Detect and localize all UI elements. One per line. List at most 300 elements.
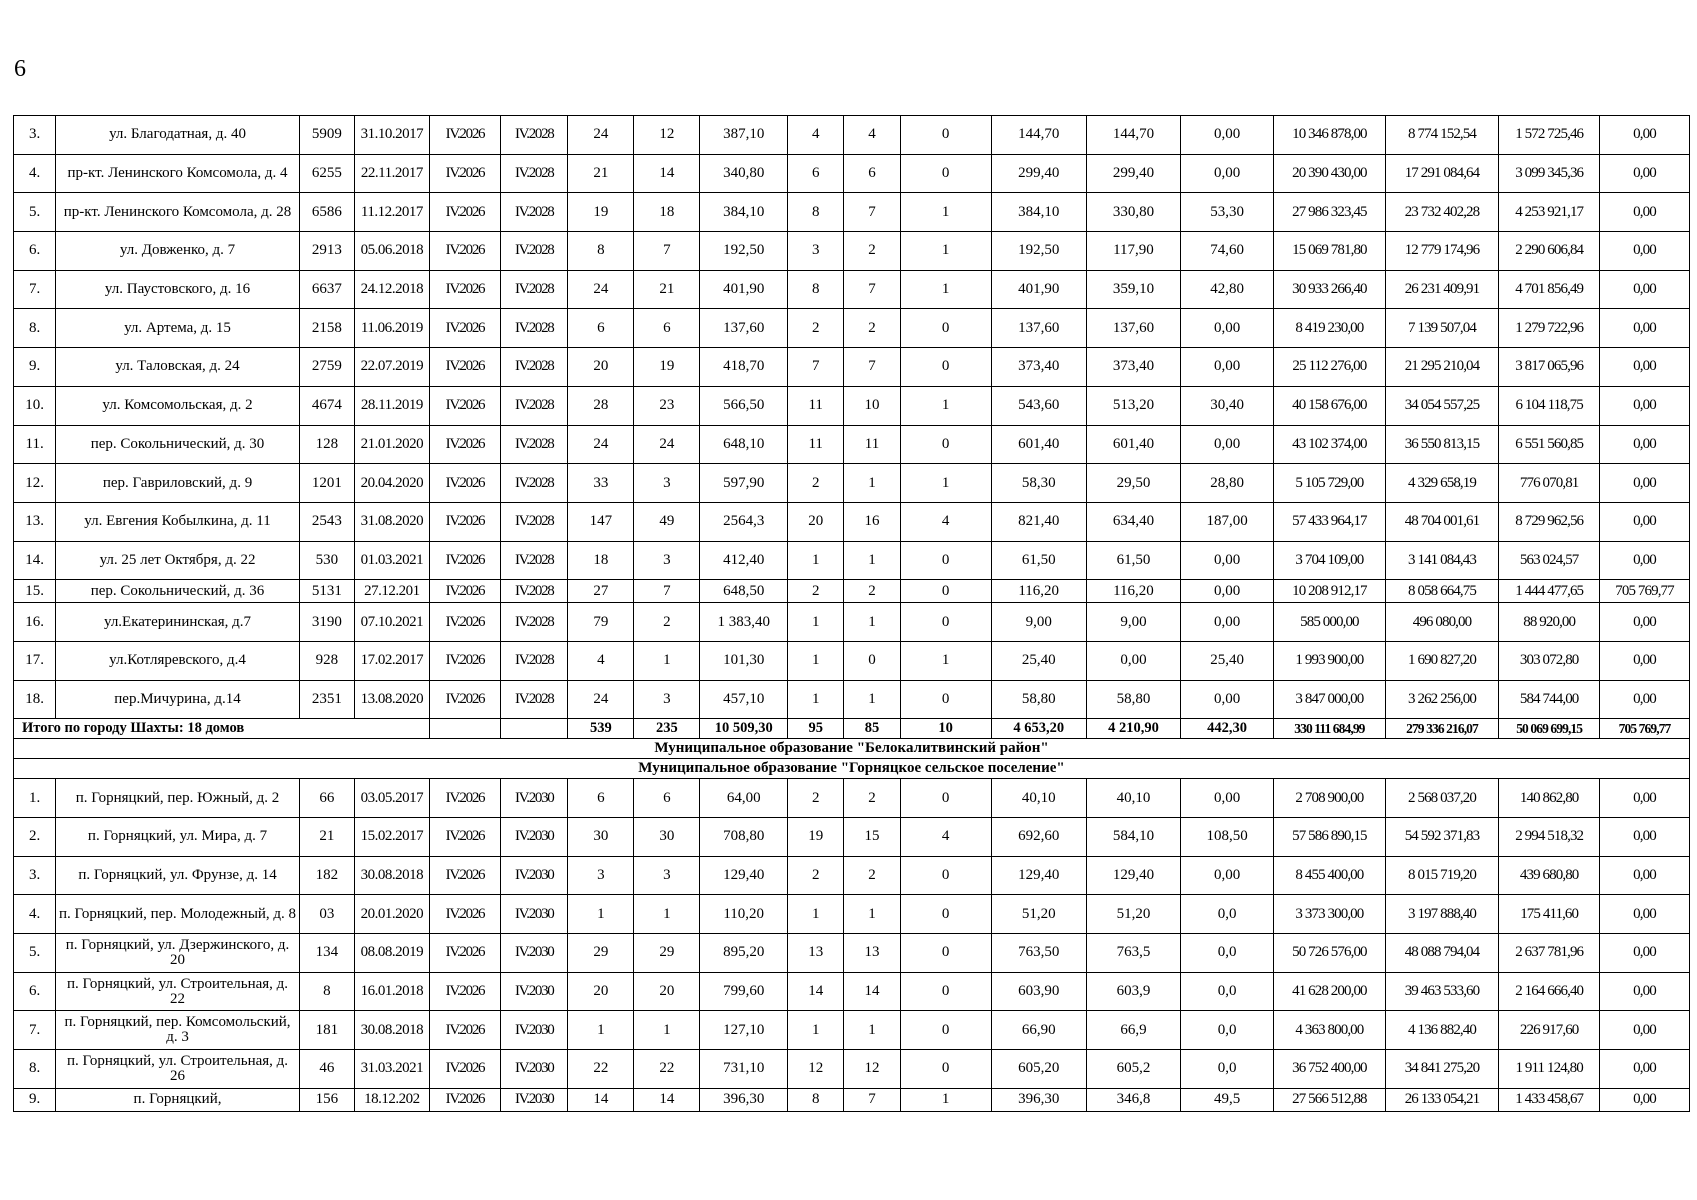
cell-count-2: 14 — [634, 1088, 700, 1111]
cell-money-local: 0,00 — [1600, 934, 1690, 973]
cell-money-region: 584 744,00 — [1499, 680, 1600, 719]
cell-count-1: 4 — [568, 641, 634, 680]
cell-money-local: 0,00 — [1600, 895, 1690, 934]
cell-count-6: 0 — [900, 348, 991, 387]
cell-money-region: 140 862,80 — [1499, 779, 1600, 818]
cell-area-1: 192,50 — [991, 232, 1086, 271]
cell-count-2: 19 — [634, 348, 700, 387]
cell-count-2: 22 — [634, 1050, 700, 1089]
cell-house-code: 5909 — [299, 116, 354, 155]
cell-count-5: 4 — [844, 116, 900, 155]
cell-area-2: 330,80 — [1086, 193, 1180, 232]
cell-date: 30.08.2018 — [355, 1011, 430, 1050]
cell-row-number: 10. — [14, 386, 56, 425]
cell-end-quarter: IV.2028 — [501, 580, 568, 603]
cell-house-code: 21 — [299, 818, 354, 857]
cell-count-6: 0 — [900, 580, 991, 603]
cell-area-2: 129,40 — [1086, 856, 1180, 895]
table-row — [14, 972, 1690, 1011]
cell-money-region: 2 164 666,40 — [1499, 972, 1600, 1011]
cell-count-6: 0 — [900, 895, 991, 934]
cell-count-5: 2 — [844, 856, 900, 895]
cell-area-3: 0,0 — [1181, 972, 1274, 1011]
cell-area-3: 0,00 — [1181, 425, 1274, 464]
cell-money-fund: 4 329 658,19 — [1385, 464, 1499, 503]
cell-date: 27.12.201 — [355, 580, 430, 603]
cell-count-2: 24 — [634, 425, 700, 464]
cell-count-4: 8 — [788, 270, 844, 309]
cell-money-total: 585 000,00 — [1274, 603, 1386, 642]
cell-count-6: 0 — [900, 680, 991, 719]
cell-count-5: 16 — [844, 502, 900, 541]
cell-count-1: 79 — [568, 603, 634, 642]
cell-money-total: 10 208 912,17 — [1274, 580, 1386, 603]
cell-count-2: 12 — [634, 116, 700, 155]
cell-count-4: 1 — [788, 641, 844, 680]
cell-end-quarter: IV.2028 — [501, 348, 568, 387]
cell-area-3: 0,0 — [1181, 895, 1274, 934]
cell-row-number: 8. — [14, 309, 56, 348]
cell-house-code: 5131 — [299, 580, 354, 603]
cell-area-1: 605,20 — [991, 1050, 1086, 1089]
cell-address: пр-кт. Ленинского Комсомола, д. 4 — [56, 154, 300, 193]
cell-count-5: 1 — [844, 680, 900, 719]
cell-house-code: 46 — [299, 1050, 354, 1089]
cell-address: ул. Благодатная, д. 40 — [56, 116, 300, 155]
cell-house-code: 3190 — [299, 603, 354, 642]
cell-date: 05.06.2018 — [355, 232, 430, 271]
cell-end-quarter: IV.2028 — [501, 270, 568, 309]
cell-money-fund: 26 133 054,21 — [1385, 1088, 1499, 1111]
cell-money-fund: 1 690 827,20 — [1385, 641, 1499, 680]
cell-money-total: 27 986 323,45 — [1274, 193, 1386, 232]
total-c3: 10 509,30 — [700, 719, 788, 739]
cell-money-fund: 3 141 084,43 — [1385, 541, 1499, 580]
cell-area-2: 40,10 — [1086, 779, 1180, 818]
cell-count-2: 3 — [634, 541, 700, 580]
cell-end-quarter: IV.2030 — [501, 972, 568, 1011]
cell-money-local: 0,00 — [1600, 680, 1690, 719]
cell-money-local: 0,00 — [1600, 856, 1690, 895]
cell-count-6: 1 — [900, 193, 991, 232]
cell-area-3: 0,0 — [1181, 934, 1274, 973]
cell-money-total: 5 105 729,00 — [1274, 464, 1386, 503]
cell-total-area: 708,80 — [700, 818, 788, 857]
cell-total-area: 648,10 — [700, 425, 788, 464]
cell-money-total: 40 158 676,00 — [1274, 386, 1386, 425]
cell-start-quarter: IV.2026 — [429, 464, 500, 503]
cell-area-2: 763,5 — [1086, 934, 1180, 973]
cell-count-1: 1 — [568, 895, 634, 934]
cell-area-2: 116,20 — [1086, 580, 1180, 603]
cell-area-1: 116,20 — [991, 580, 1086, 603]
cell-count-2: 29 — [634, 934, 700, 973]
cell-count-4: 20 — [788, 502, 844, 541]
cell-money-total: 20 390 430,00 — [1274, 154, 1386, 193]
cell-money-region: 2 994 518,32 — [1499, 818, 1600, 857]
cell-area-1: 603,90 — [991, 972, 1086, 1011]
cell-count-1: 28 — [568, 386, 634, 425]
cell-money-total: 1 993 900,00 — [1274, 641, 1386, 680]
cell-money-region: 303 072,80 — [1499, 641, 1600, 680]
cell-money-local: 0,00 — [1600, 541, 1690, 580]
cell-money-total: 36 752 400,00 — [1274, 1050, 1386, 1089]
cell-money-total: 27 566 512,88 — [1274, 1088, 1386, 1111]
cell-area-2: 634,40 — [1086, 502, 1180, 541]
cell-row-number: 7. — [14, 1011, 56, 1050]
cell-row-number: 12. — [14, 464, 56, 503]
cell-money-local: 0,00 — [1600, 779, 1690, 818]
cell-count-6: 4 — [900, 818, 991, 857]
cell-total-area: 396,30 — [700, 1088, 788, 1111]
cell-area-2: 601,40 — [1086, 425, 1180, 464]
cell-money-fund: 48 704 001,61 — [1385, 502, 1499, 541]
cell-count-6: 0 — [900, 116, 991, 155]
cell-area-2: 58,80 — [1086, 680, 1180, 719]
cell-area-1: 821,40 — [991, 502, 1086, 541]
cell-date: 01.03.2021 — [355, 541, 430, 580]
cell-end-quarter: IV.2028 — [501, 193, 568, 232]
cell-area-1: 373,40 — [991, 348, 1086, 387]
cell-money-local: 0,00 — [1600, 193, 1690, 232]
cell-date: 21.01.2020 — [355, 425, 430, 464]
cell-count-1: 14 — [568, 1088, 634, 1111]
cell-end-quarter: IV.2030 — [501, 895, 568, 934]
cell-money-region: 226 917,60 — [1499, 1011, 1600, 1050]
cell-count-5: 1 — [844, 603, 900, 642]
cell-address: п. Горняцкий, ул. Фрунзе, д. 14 — [56, 856, 300, 895]
cell-count-6: 1 — [900, 270, 991, 309]
cell-start-quarter: IV.2026 — [429, 502, 500, 541]
cell-count-4: 8 — [788, 1088, 844, 1111]
cell-count-6: 0 — [900, 934, 991, 973]
cell-row-number: 17. — [14, 641, 56, 680]
cell-address: ул. Довженко, д. 7 — [56, 232, 300, 271]
cell-money-local: 0,00 — [1600, 641, 1690, 680]
cell-house-code: 4674 — [299, 386, 354, 425]
cell-address: пер. Сокольнический, д. 36 — [56, 580, 300, 603]
cell-date: 15.02.2017 — [355, 818, 430, 857]
cell-count-1: 8 — [568, 232, 634, 271]
cell-area-2: 51,20 — [1086, 895, 1180, 934]
cell-money-local: 0,00 — [1600, 232, 1690, 271]
cell-money-fund: 39 463 533,60 — [1385, 972, 1499, 1011]
cell-money-local: 0,00 — [1600, 348, 1690, 387]
cell-total-area: 110,20 — [700, 895, 788, 934]
cell-count-5: 7 — [844, 270, 900, 309]
cell-start-quarter: IV.2026 — [429, 309, 500, 348]
cell-address: ул. Артема, д. 15 — [56, 309, 300, 348]
cell-row-number: 11. — [14, 425, 56, 464]
cell-row-number: 18. — [14, 680, 56, 719]
cell-end-quarter: IV.2028 — [501, 680, 568, 719]
table-row — [14, 1050, 1690, 1089]
cell-money-fund: 23 732 402,28 — [1385, 193, 1499, 232]
cell-house-code: 2158 — [299, 309, 354, 348]
cell-count-1: 33 — [568, 464, 634, 503]
cell-count-4: 2 — [788, 464, 844, 503]
total-c6: 10 — [900, 719, 991, 739]
cell-count-5: 1 — [844, 541, 900, 580]
cell-address: п. Горняцкий, ул. Мира, д. 7 — [56, 818, 300, 857]
cell-house-code: 1201 — [299, 464, 354, 503]
cell-count-4: 2 — [788, 856, 844, 895]
cell-start-quarter: IV.2026 — [429, 386, 500, 425]
cell-money-total: 57 586 890,15 — [1274, 818, 1386, 857]
cell-count-5: 6 — [844, 154, 900, 193]
cell-start-quarter: IV.2026 — [429, 680, 500, 719]
cell-start-quarter: IV.2026 — [429, 934, 500, 973]
cell-count-1: 29 — [568, 934, 634, 973]
cell-count-2: 30 — [634, 818, 700, 857]
cell-area-1: 9,00 — [991, 603, 1086, 642]
cell-count-2: 49 — [634, 502, 700, 541]
cell-money-region: 1 911 124,80 — [1499, 1050, 1600, 1089]
cell-count-5: 13 — [844, 934, 900, 973]
cell-house-code: 134 — [299, 934, 354, 973]
cell-total-area: 387,10 — [700, 116, 788, 155]
cell-count-2: 18 — [634, 193, 700, 232]
cell-end-quarter: IV.2028 — [501, 309, 568, 348]
cell-money-total: 8 455 400,00 — [1274, 856, 1386, 895]
cell-total-area: 412,40 — [700, 541, 788, 580]
cell-money-region: 439 680,80 — [1499, 856, 1600, 895]
cell-count-4: 1 — [788, 541, 844, 580]
cell-count-2: 2 — [634, 603, 700, 642]
cell-total-area: 384,10 — [700, 193, 788, 232]
cell-area-2: 29,50 — [1086, 464, 1180, 503]
table-row — [14, 193, 1690, 232]
cell-money-total: 57 433 964,17 — [1274, 502, 1386, 541]
total-row — [14, 719, 1690, 739]
cell-date: 31.03.2021 — [355, 1050, 430, 1089]
cell-total-area: 101,30 — [700, 641, 788, 680]
cell-house-code: 530 — [299, 541, 354, 580]
table-row — [14, 348, 1690, 387]
cell-row-number: 9. — [14, 1088, 56, 1111]
cell-count-1: 20 — [568, 348, 634, 387]
cell-date: 08.08.2019 — [355, 934, 430, 973]
cell-count-1: 1 — [568, 1011, 634, 1050]
cell-total-area: 648,50 — [700, 580, 788, 603]
total-a3: 442,30 — [1181, 719, 1274, 739]
cell-start-quarter: IV.2026 — [429, 1011, 500, 1050]
cell-start-quarter: IV.2026 — [429, 779, 500, 818]
cell-money-fund: 34 841 275,20 — [1385, 1050, 1499, 1089]
cell-money-region: 776 070,81 — [1499, 464, 1600, 503]
cell-row-number: 3. — [14, 856, 56, 895]
cell-count-2: 21 — [634, 270, 700, 309]
cell-count-5: 2 — [844, 309, 900, 348]
cell-date: 31.08.2020 — [355, 502, 430, 541]
cell-area-1: 51,20 — [991, 895, 1086, 934]
cell-start-quarter: IV.2026 — [429, 425, 500, 464]
cell-area-3: 49,5 — [1181, 1088, 1274, 1111]
cell-money-local: 0,00 — [1600, 425, 1690, 464]
table-row — [14, 680, 1690, 719]
cell-money-local: 0,00 — [1600, 972, 1690, 1011]
cell-date: 30.08.2018 — [355, 856, 430, 895]
cell-date: 28.11.2019 — [355, 386, 430, 425]
cell-address: п. Горняцкий, ул. Строительная, д. 26 — [56, 1050, 300, 1089]
cell-count-1: 6 — [568, 309, 634, 348]
cell-area-2: 373,40 — [1086, 348, 1180, 387]
cell-money-region: 175 411,60 — [1499, 895, 1600, 934]
cell-address: ул.Екатерининская, д.7 — [56, 603, 300, 642]
cell-money-total: 10 346 878,00 — [1274, 116, 1386, 155]
cell-count-2: 3 — [634, 856, 700, 895]
cell-money-region: 2 637 781,96 — [1499, 934, 1600, 973]
cell-money-local: 0,00 — [1600, 1088, 1690, 1111]
cell-address: п. Горняцкий, пер. Южный, д. 2 — [56, 779, 300, 818]
cell-count-4: 2 — [788, 309, 844, 348]
cell-money-total: 15 069 781,80 — [1274, 232, 1386, 271]
cell-money-fund: 21 295 210,04 — [1385, 348, 1499, 387]
cell-end-quarter: IV.2030 — [501, 1088, 568, 1111]
cell-house-code: 928 — [299, 641, 354, 680]
cell-end-quarter: IV.2030 — [501, 1050, 568, 1089]
table-row — [14, 856, 1690, 895]
cell-money-fund: 54 592 371,83 — [1385, 818, 1499, 857]
cell-count-2: 1 — [634, 1011, 700, 1050]
cell-area-1: 299,40 — [991, 154, 1086, 193]
cell-address: п. Горняцкий, пер. Молодежный, д. 8 — [56, 895, 300, 934]
table-row — [14, 603, 1690, 642]
cell-total-area: 129,40 — [700, 856, 788, 895]
cell-count-4: 11 — [788, 425, 844, 464]
cell-area-2: 144,70 — [1086, 116, 1180, 155]
cell-date: 13.08.2020 — [355, 680, 430, 719]
cell-count-1: 22 — [568, 1050, 634, 1089]
table-row — [14, 818, 1690, 857]
cell-end-quarter: IV.2028 — [501, 154, 568, 193]
cell-start-quarter: IV.2026 — [429, 1088, 500, 1111]
cell-house-code: 2759 — [299, 348, 354, 387]
cell-area-1: 401,90 — [991, 270, 1086, 309]
cell-date: 11.12.2017 — [355, 193, 430, 232]
cell-area-3: 0,00 — [1181, 580, 1274, 603]
cell-area-1: 129,40 — [991, 856, 1086, 895]
cell-start-quarter: IV.2026 — [429, 116, 500, 155]
cell-end-quarter: IV.2028 — [501, 116, 568, 155]
total-m2: 279 336 216,07 — [1385, 719, 1499, 739]
total-c2: 235 — [634, 719, 700, 739]
cell-count-4: 4 — [788, 116, 844, 155]
cell-count-4: 2 — [788, 580, 844, 603]
cell-money-fund: 4 136 882,40 — [1385, 1011, 1499, 1050]
cell-money-local: 0,00 — [1600, 502, 1690, 541]
municipality-heading: Муниципальное образование "Горняцкое сельское поселение" — [14, 759, 1690, 779]
cell-row-number: 4. — [14, 895, 56, 934]
cell-total-area: 127,10 — [700, 1011, 788, 1050]
cell-money-fund: 2 568 037,20 — [1385, 779, 1499, 818]
cell-house-code: 03 — [299, 895, 354, 934]
cell-area-1: 692,60 — [991, 818, 1086, 857]
cell-money-fund: 48 088 794,04 — [1385, 934, 1499, 973]
cell-money-local: 0,00 — [1600, 309, 1690, 348]
cell-area-1: 61,50 — [991, 541, 1086, 580]
cell-row-number: 4. — [14, 154, 56, 193]
cell-area-3: 42,80 — [1181, 270, 1274, 309]
total-m3: 50 069 699,15 — [1499, 719, 1600, 739]
cell-area-3: 0,0 — [1181, 1050, 1274, 1089]
cell-money-fund: 8 015 719,20 — [1385, 856, 1499, 895]
cell-count-6: 0 — [900, 1050, 991, 1089]
cell-money-region: 88 920,00 — [1499, 603, 1600, 642]
cell-start-quarter: IV.2026 — [429, 348, 500, 387]
cell-count-5: 1 — [844, 464, 900, 503]
cell-count-1: 27 — [568, 580, 634, 603]
cell-area-3: 0,00 — [1181, 154, 1274, 193]
cell-count-4: 12 — [788, 1050, 844, 1089]
cell-money-fund: 3 197 888,40 — [1385, 895, 1499, 934]
cell-end-quarter: IV.2030 — [501, 1011, 568, 1050]
table-row — [14, 309, 1690, 348]
cell-house-code: 6255 — [299, 154, 354, 193]
cell-date: 07.10.2021 — [355, 603, 430, 642]
cell-money-region: 4 701 856,49 — [1499, 270, 1600, 309]
cell-area-2: 603,9 — [1086, 972, 1180, 1011]
cell-money-total: 3 373 300,00 — [1274, 895, 1386, 934]
cell-start-quarter: IV.2026 — [429, 818, 500, 857]
cell-row-number: 3. — [14, 116, 56, 155]
cell-money-region: 1 444 477,65 — [1499, 580, 1600, 603]
cell-money-fund: 36 550 813,15 — [1385, 425, 1499, 464]
cell-money-region: 2 290 606,84 — [1499, 232, 1600, 271]
cell-money-total: 3 704 109,00 — [1274, 541, 1386, 580]
cell-money-fund: 496 080,00 — [1385, 603, 1499, 642]
cell-count-4: 14 — [788, 972, 844, 1011]
cell-start-quarter: IV.2026 — [429, 541, 500, 580]
cell-house-code: 6637 — [299, 270, 354, 309]
cell-area-3: 74,60 — [1181, 232, 1274, 271]
total-a2: 4 210,90 — [1086, 719, 1180, 739]
cell-address: п. Горняцкий, ул. Дзержинского, д. 20 — [56, 934, 300, 973]
cell-count-6: 1 — [900, 386, 991, 425]
cell-count-5: 10 — [844, 386, 900, 425]
cell-area-2: 66,9 — [1086, 1011, 1180, 1050]
cell-count-2: 20 — [634, 972, 700, 1011]
cell-total-area: 597,90 — [700, 464, 788, 503]
cell-total-area: 799,60 — [700, 972, 788, 1011]
cell-count-4: 2 — [788, 779, 844, 818]
cell-count-4: 3 — [788, 232, 844, 271]
cell-total-area: 192,50 — [700, 232, 788, 271]
cell-area-2: 299,40 — [1086, 154, 1180, 193]
cell-total-area: 418,70 — [700, 348, 788, 387]
table-row — [14, 641, 1690, 680]
cell-row-number: 14. — [14, 541, 56, 580]
cell-area-3: 0,00 — [1181, 680, 1274, 719]
cell-start-quarter: IV.2026 — [429, 972, 500, 1011]
cell-count-6: 0 — [900, 779, 991, 818]
cell-address: ул. Комсомольская, д. 2 — [56, 386, 300, 425]
cell-count-6: 0 — [900, 154, 991, 193]
cell-start-quarter: IV.2026 — [429, 580, 500, 603]
cell-area-1: 58,80 — [991, 680, 1086, 719]
cell-count-6: 0 — [900, 309, 991, 348]
cell-money-total: 43 102 374,00 — [1274, 425, 1386, 464]
cell-count-4: 8 — [788, 193, 844, 232]
cell-money-region: 8 729 962,56 — [1499, 502, 1600, 541]
cell-house-code: 2351 — [299, 680, 354, 719]
cell-area-3: 0,00 — [1181, 856, 1274, 895]
total-label: Итого по городу Шахты: 18 домов — [14, 719, 430, 739]
cell-address: пр-кт. Ленинского Комсомола, д. 28 — [56, 193, 300, 232]
cell-area-3: 0,00 — [1181, 348, 1274, 387]
cell-count-4: 13 — [788, 934, 844, 973]
cell-count-1: 20 — [568, 972, 634, 1011]
